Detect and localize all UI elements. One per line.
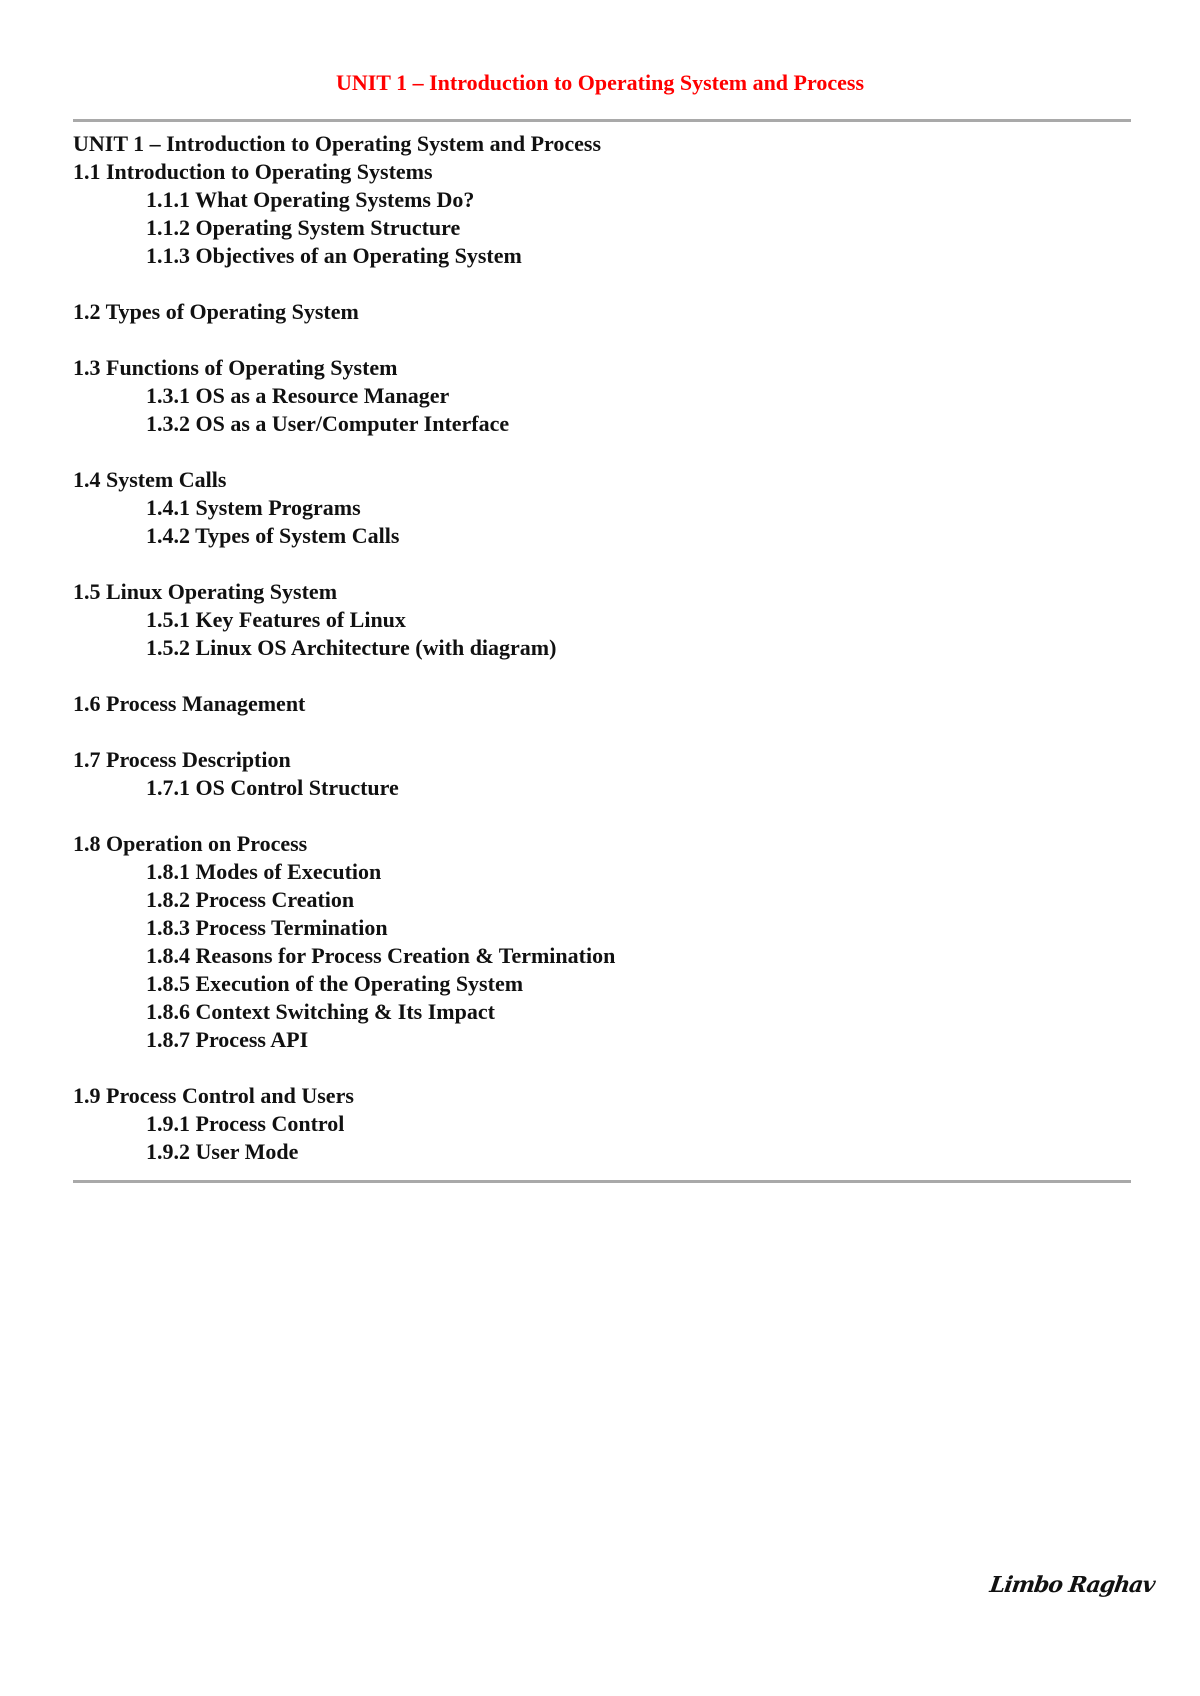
toc-subsection-item: 1.3.1 OS as a Resource Manager xyxy=(146,383,450,408)
toc-subsection-item: 1.5.2 Linux OS Architecture (with diagram) xyxy=(146,635,557,660)
toc-subsection-item: 1.8.5 Execution of the Operating System xyxy=(146,971,524,996)
toc-subsection-item: 1.5.1 Key Features of Linux xyxy=(146,607,406,632)
toc-subsection-item: 1.8.3 Process Termination xyxy=(146,915,388,940)
toc-subsection-item: 1.8.7 Process API xyxy=(146,1027,309,1052)
toc-subsection-item: 1.8.2 Process Creation xyxy=(146,887,355,912)
toc-section-title: 1.9 Process Control and Users xyxy=(73,1083,354,1108)
toc-section-title: 1.6 Process Management xyxy=(73,691,306,716)
toc-section-title: 1.7 Process Description xyxy=(73,747,291,772)
toc-subsection-item: 1.3.2 OS as a User/Computer Interface xyxy=(146,411,510,436)
toc-subsection-item: 1.4.1 System Programs xyxy=(146,495,361,520)
toc-subsection-item: 1.8.4 Reasons for Process Creation & Termination xyxy=(146,943,616,968)
page-title: UNIT 1 – Introduction to Operating System and Process xyxy=(335,70,865,95)
toc-section-title: 1.1 Introduction to Operating Systems xyxy=(73,159,433,184)
table-of-contents xyxy=(73,130,1131,1166)
toc-subsection-item: 1.8.1 Modes of Execution xyxy=(146,859,382,884)
toc-sections xyxy=(73,158,1131,1166)
toc-subsection-item: 1.8.6 Context Switching & Its Impact xyxy=(146,999,495,1024)
toc-subsection-item: 1.9.2 User Mode xyxy=(146,1139,299,1164)
bottom-divider xyxy=(73,1180,1131,1183)
toc-subsection-item: 1.1.1 What Operating Systems Do? xyxy=(146,187,475,212)
toc-section-title: 1.2 Types of Operating System xyxy=(73,299,359,324)
toc-section-title: 1.3 Functions of Operating System xyxy=(73,355,398,380)
toc-subsection-item: 1.1.3 Objectives of an Operating System xyxy=(146,243,522,268)
toc-subsection-item: 1.7.1 OS Control Structure xyxy=(146,775,399,800)
toc-section-title: 1.4 System Calls xyxy=(73,467,227,492)
toc-section-title: 1.8 Operation on Process xyxy=(73,831,308,856)
toc-section-title: 1.5 Linux Operating System xyxy=(73,579,338,604)
author-signature: Limbo Raghav xyxy=(988,1572,1157,1598)
toc-subsection-item: 1.9.1 Process Control xyxy=(146,1111,345,1136)
toc-subsection-item: 1.4.2 Types of System Calls xyxy=(146,523,400,548)
toc-heading: UNIT 1 – Introduction to Operating System and Process xyxy=(73,131,602,156)
toc-subsection-item: 1.1.2 Operating System Structure xyxy=(146,215,461,240)
top-divider xyxy=(73,119,1131,122)
